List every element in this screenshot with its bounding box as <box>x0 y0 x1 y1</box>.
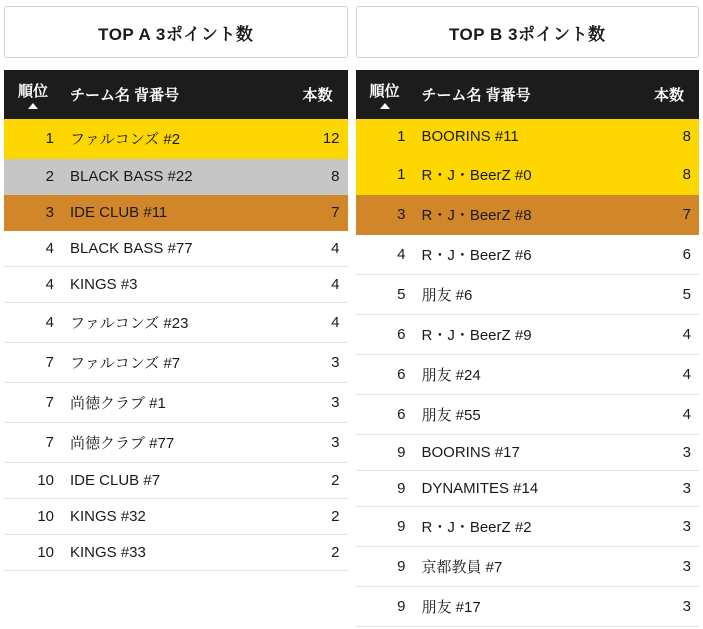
cell-team-name: 朋友 #55 <box>414 395 640 435</box>
cell-count: 3 <box>639 587 699 627</box>
table-row <box>356 435 700 471</box>
table-row <box>4 499 348 535</box>
cell-team-name: KINGS #33 <box>62 535 288 571</box>
cell-count: 7 <box>639 195 699 235</box>
cell-rank: 4 <box>4 231 62 267</box>
table-row <box>356 195 700 235</box>
cell-rank: 4 <box>4 267 62 303</box>
cell-rank: 7 <box>4 383 62 423</box>
cell-count: 4 <box>288 267 348 303</box>
table-row <box>356 547 700 587</box>
cell-count: 5 <box>639 275 699 315</box>
cell-count: 8 <box>639 119 699 155</box>
cell-team-name: ファルコンズ #2 <box>62 119 288 159</box>
table-row <box>356 507 700 547</box>
table-header-row <box>356 70 700 119</box>
table-row <box>4 159 348 195</box>
table-row <box>356 395 700 435</box>
cell-team-name: 京都教員 #7 <box>414 547 640 587</box>
cell-rank: 3 <box>4 195 62 231</box>
panel-b-table-header <box>356 70 700 119</box>
cell-team-name: 朋友 #24 <box>414 355 640 395</box>
cell-count: 8 <box>288 159 348 195</box>
cell-team-name: R・J・BeerZ #6 <box>414 235 640 275</box>
cell-team-name: R・J・BeerZ #9 <box>414 315 640 355</box>
cell-rank: 10 <box>4 463 62 499</box>
column-header-count-label: 本数 <box>302 87 333 104</box>
cell-count: 8 <box>639 155 699 195</box>
cell-team-name: KINGS #3 <box>62 267 288 303</box>
panel-b-table <box>356 70 700 627</box>
cell-count: 3 <box>288 343 348 383</box>
table-row <box>4 535 348 571</box>
table-row <box>4 231 348 267</box>
cell-rank: 9 <box>356 435 414 471</box>
panel-a-table-header <box>4 70 348 119</box>
table-row <box>4 383 348 423</box>
cell-team-name: ファルコンズ #7 <box>62 343 288 383</box>
cell-count: 3 <box>639 547 699 587</box>
cell-rank: 6 <box>356 315 414 355</box>
cell-rank: 3 <box>356 195 414 235</box>
cell-rank: 2 <box>4 159 62 195</box>
column-header-rank[interactable] <box>4 70 62 119</box>
cell-count: 3 <box>288 383 348 423</box>
column-header-rank-label: 順位 <box>369 83 400 100</box>
cell-team-name: 尚徳クラブ #1 <box>62 383 288 423</box>
sort-ascending-icon <box>28 103 38 109</box>
table-row <box>356 471 700 507</box>
column-header-team-name[interactable] <box>62 70 288 119</box>
column-header-rank[interactable] <box>356 70 414 119</box>
table-row <box>356 119 700 155</box>
table-row <box>356 587 700 627</box>
table-row <box>356 235 700 275</box>
cell-count: 3 <box>288 423 348 463</box>
cell-team-name: R・J・BeerZ #2 <box>414 507 640 547</box>
sort-ascending-icon <box>380 103 390 109</box>
cell-team-name: 朋友 #6 <box>414 275 640 315</box>
cell-count: 4 <box>639 355 699 395</box>
cell-count: 4 <box>639 395 699 435</box>
cell-rank: 1 <box>4 119 62 159</box>
table-row <box>356 155 700 195</box>
cell-count: 12 <box>288 119 348 159</box>
cell-rank: 1 <box>356 119 414 155</box>
cell-rank: 7 <box>4 343 62 383</box>
cell-rank: 10 <box>4 535 62 571</box>
cell-rank: 10 <box>4 499 62 535</box>
table-row <box>356 355 700 395</box>
cell-rank: 4 <box>356 235 414 275</box>
table-row <box>4 423 348 463</box>
cell-count: 6 <box>639 235 699 275</box>
cell-team-name: BLACK BASS #22 <box>62 159 288 195</box>
panel-b-title: TOP B 3ポイント数 <box>356 6 700 58</box>
column-header-count[interactable] <box>639 70 699 119</box>
table-row <box>4 267 348 303</box>
cell-count: 7 <box>288 195 348 231</box>
table-row <box>4 463 348 499</box>
cell-count: 3 <box>639 507 699 547</box>
cell-count: 2 <box>288 499 348 535</box>
cell-rank: 6 <box>356 395 414 435</box>
column-header-team-name-label: チーム名 背番号 <box>70 87 180 104</box>
table-row <box>4 343 348 383</box>
cell-rank: 7 <box>4 423 62 463</box>
cell-count: 2 <box>288 463 348 499</box>
panel-top-b <box>356 6 700 629</box>
column-header-team-name-label: チーム名 背番号 <box>421 87 531 104</box>
cell-team-name: BLACK BASS #77 <box>62 231 288 267</box>
panel-top-a <box>4 6 348 629</box>
cell-rank: 4 <box>4 303 62 343</box>
panel-a-table-body <box>4 119 348 571</box>
column-header-count[interactable] <box>288 70 348 119</box>
table-row <box>4 119 348 159</box>
column-header-rank-label: 順位 <box>17 83 48 100</box>
cell-count: 2 <box>288 535 348 571</box>
cell-count: 3 <box>639 471 699 507</box>
cell-team-name: R・J・BeerZ #0 <box>414 155 640 195</box>
cell-rank: 6 <box>356 355 414 395</box>
cell-team-name: IDE CLUB #7 <box>62 463 288 499</box>
cell-team-name: 尚徳クラブ #77 <box>62 423 288 463</box>
cell-count: 4 <box>288 231 348 267</box>
cell-rank: 9 <box>356 471 414 507</box>
cell-team-name: IDE CLUB #11 <box>62 195 288 231</box>
column-header-count-label: 本数 <box>653 87 684 104</box>
cell-rank: 9 <box>356 507 414 547</box>
cell-team-name: ファルコンズ #23 <box>62 303 288 343</box>
table-header-row <box>4 70 348 119</box>
table-row <box>356 315 700 355</box>
cell-rank: 9 <box>356 587 414 627</box>
column-header-team-name[interactable] <box>414 70 640 119</box>
cell-team-name: BOORINS #11 <box>414 119 640 155</box>
panel-a-table <box>4 70 348 571</box>
table-row <box>4 195 348 231</box>
cell-team-name: R・J・BeerZ #8 <box>414 195 640 235</box>
panel-a-title: TOP A 3ポイント数 <box>4 6 348 58</box>
cell-count: 3 <box>639 435 699 471</box>
cell-rank: 1 <box>356 155 414 195</box>
cell-count: 4 <box>639 315 699 355</box>
table-row <box>4 303 348 343</box>
cell-count: 4 <box>288 303 348 343</box>
cell-team-name: BOORINS #17 <box>414 435 640 471</box>
cell-rank: 9 <box>356 547 414 587</box>
panel-b-table-body <box>356 119 700 627</box>
cell-team-name: DYNAMITES #14 <box>414 471 640 507</box>
cell-team-name: 朋友 #17 <box>414 587 640 627</box>
cell-rank: 5 <box>356 275 414 315</box>
cell-team-name: KINGS #32 <box>62 499 288 535</box>
table-row <box>356 275 700 315</box>
